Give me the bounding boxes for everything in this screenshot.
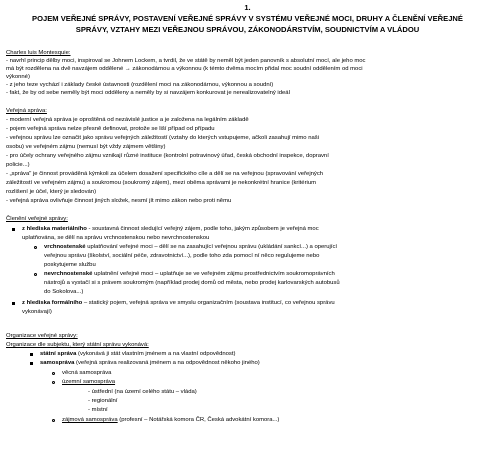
bullet-circle-icon [34, 273, 37, 276]
montesquieu-heading: Charles luis Montesquie: [6, 50, 71, 56]
heading-number: 1. [244, 3, 251, 12]
heading-line-1: POJEM VEŘEJNÉ SPRÁVY, POSTAVENÍ VEŘEJNÉ SPRÁVY V SYSTÉMU VEŘEJNÉ MOCI, DRUHY A ČLENĚNÍ VEŘEJNÉ [32, 14, 463, 23]
cleneni-heading: Členění veřejné správy: [6, 216, 68, 222]
formal-line [22, 300, 335, 307]
verejna-sprava-heading: Veřejná správa: [6, 108, 47, 114]
uzemni-item-2: - regionální [88, 398, 118, 404]
montesquieu-line-2: má být rozdělena na dvě navzájem oddělené → zákonodárnou a výkonnou (k témto dvěma mocím přidal moc soudní oddělením od moci [6, 66, 363, 72]
vs-line-4: osobu) ve veřejném zájmu (nemusí být vždy zájmem většiny) [6, 144, 166, 150]
vs-line-10: - veřejná správa ovlivňuje činnost jiných složek, nesmí jít mimo zákon nebo proti němu [6, 198, 232, 204]
heading-line-2: SPRÁVY, VZTAHY MEZI VEŘEJNOU SPRÁVOU, ZÁKONODÁRSTVÍM, SOUDNICTVÍM A VLÁDOU [75, 25, 420, 34]
nevrch-line-3: do Sokolova...) [44, 289, 84, 295]
material-line [22, 226, 319, 233]
vs-line-1: - moderní veřejná správa je oproštěná od nezávislé justice a je založena na legálním základě [6, 117, 249, 123]
vecna-samosprava: věcná samospráva [62, 370, 112, 376]
uzemni-item-1: - ústřední (na území celého státu – vláda) [88, 389, 197, 395]
vrch-label: vrchnostenské [44, 244, 86, 250]
statni-text: (vykonává ji stát vlastním jménem a na vlastní odpovědnost) [76, 351, 236, 357]
nevrch-line-2: nástrojů a vystačí si s právem soukromým (například prodej domů od města, nebo prodej karlovarských autobusů [44, 280, 340, 286]
formal-cont: vykonávají) [22, 309, 52, 315]
vrch-line-1 [44, 244, 337, 251]
vs-line-5: - pro účely ochrany veřejného zájmu vznikají různé instituce (kontrolní potravinový úřad, česká obchodní inspekce, dopravní [6, 153, 329, 159]
formal-label: z hlediska formálního [22, 300, 83, 306]
bullet-circle-icon [52, 372, 55, 375]
nevrch-line-1 [44, 271, 335, 278]
vs-line-2: - pojem veřejná správa nelze přesně definovat, protože se liší případ od případu [6, 126, 215, 132]
samo-label: samospráva [40, 360, 75, 366]
uzemni-samosprava: územní samospráva [62, 379, 116, 385]
material-cont: uplatňována, se dělí na správu vrchnostenskou nebo nevrchnostenskou [22, 235, 210, 241]
statni-line [40, 351, 235, 358]
organizace-subheading: Organizace dle subjektu, který státní správu vykonává: [6, 342, 149, 348]
material-label: z hlediska materiálního [22, 226, 87, 232]
uzemni-item-3: - místní [88, 407, 108, 413]
samo-line [40, 360, 260, 367]
nevrch-label: nevrchnostenské [44, 271, 93, 277]
vs-line-7: - „správa" je činnost prováděná kýmkoli za účelem dosažení specifického cíle a dělí se na veřejnou (spravování veřejných [6, 171, 324, 177]
bullet-circle-icon [52, 419, 55, 422]
vs-line-3: - veřejnou správu lze označit jako správu veřejných záležitostí (vztahy do kterých vstupujeme, ačkoli zasahují mimo naši [6, 135, 319, 141]
vs-line-6: policie...) [6, 162, 30, 168]
samo-text: (veřejná správa realizovaná jménem a na odpovědnost někoho jiného) [74, 360, 260, 366]
zajmova-label: zájmová samospráva [62, 417, 118, 423]
montesquieu-line-4: - z jeho teze vychází i základy české ústavnosti (rozdělení moci na zákonodárnou, výkonnou a soudní) [6, 82, 274, 88]
montesquieu-line-3: výkonné) [6, 74, 30, 80]
vrch-text: uplatňování veřejné moci – dělí se na zasahující veřejnou správu (ukládání sankcí...) a operující [85, 244, 338, 250]
bullet-square-icon [30, 353, 33, 356]
zajmova-text: (profesní – Notářská komora ČR, Česká advokátní komora...) [117, 417, 280, 423]
montesquieu-line-5: - fakt, že by od sebe neměly být moci odděleny a neměly by si navzájem konkurovat je nerealizovatelný ideál [6, 90, 290, 96]
vs-line-8: záležitostí ve veřejném zájmu) a soukromou (soukromý zájem), mezi oběma správami je nekonkrétní hranice (kritérium [6, 180, 317, 186]
nevrch-text: uplatnění veřejné moci – uplatňuje se ve veřejném zájmu prostřednictvím soukromoprávních [92, 271, 335, 277]
bullet-square-icon [30, 362, 33, 365]
bullet-circle-icon [34, 246, 37, 249]
bullet-square-icon [12, 228, 15, 231]
bullet-square-icon [12, 302, 15, 305]
zajmova-line [62, 417, 279, 424]
bullet-circle-icon [52, 381, 55, 384]
vs-line-9: rozlišení je účel, který je sledován) [6, 189, 97, 195]
material-text: - soustavná činnost sledující veřejný zájem, podle toho, jakým způsobem je veřejná moc [86, 226, 319, 232]
montesquieu-line-1: - navrhl princip dělby moci, inspiroval se Johnem Lockem, a tvrdil, že ve státě by neměl být jeden panovník s absolutní mocí, ale jeho moc [6, 58, 366, 64]
vrch-line-2: veřejnou správu (školství, sociální péče, zdravotnictví...), podle toho zda pomocí ní něco regulujeme nebo [44, 253, 320, 259]
vrch-line-3: poskytujeme službu [44, 262, 96, 268]
formal-text: – statický pojem, veřejná správa ve smyslu organizačním (soustava institucí, co veřejnou správu [82, 300, 335, 306]
organizace-heading: Organizace veřejné správy: [6, 333, 78, 339]
statni-label: státní správa [40, 351, 77, 357]
